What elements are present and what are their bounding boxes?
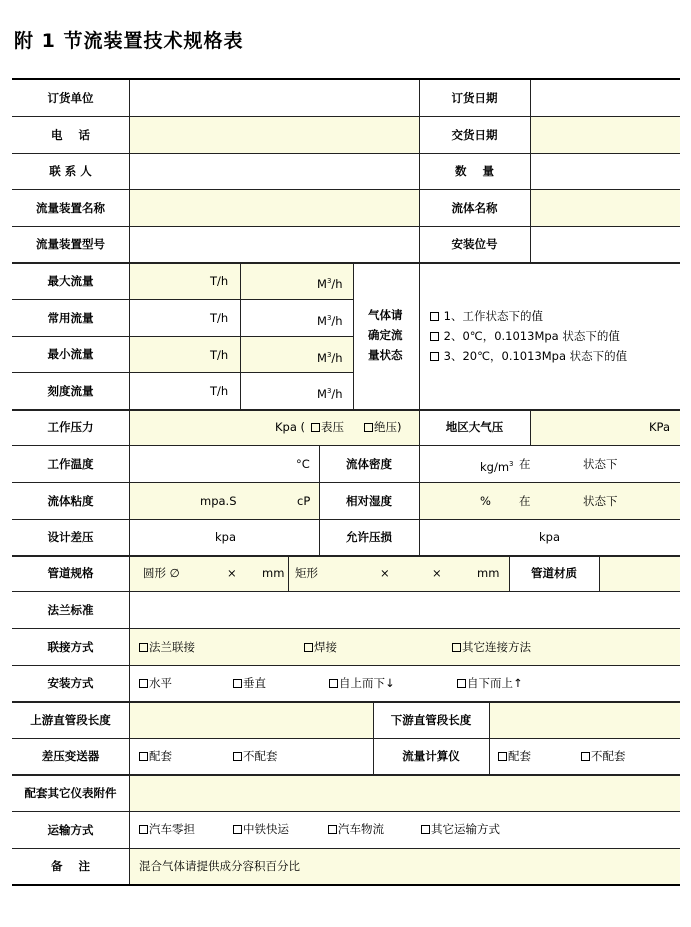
page-title: 附 1 节流装置技术规格表	[14, 30, 244, 52]
device-name-field[interactable]	[129, 189, 419, 226]
density-unit: $kg/m^3$	[480, 459, 514, 474]
pipe-rect-label: 矩形	[295, 566, 318, 580]
upstream-length-field[interactable]	[129, 701, 373, 738]
label-gas-state-2: 确定流	[368, 328, 403, 342]
checkbox-icon[interactable]	[233, 752, 242, 761]
checkbox-icon[interactable]	[139, 752, 148, 761]
label-install-position: 安装位号	[451, 237, 498, 251]
label-fluid-name: 流体名称	[451, 200, 498, 215]
downstream-length-field[interactable]	[489, 701, 680, 738]
humidity-state: 状态下	[583, 494, 618, 508]
absolute-pressure-option[interactable]: 绝压)	[364, 420, 402, 434]
checkbox-icon[interactable]	[329, 679, 338, 688]
loss-unit: kpa	[539, 530, 561, 544]
label-quantity: 数 量	[454, 164, 494, 178]
pipe-material-field[interactable]	[599, 555, 680, 591]
checkbox-icon[interactable]	[581, 752, 590, 761]
label-remarks: 备 注	[50, 859, 90, 873]
label-order-unit: 订货单位	[47, 91, 94, 105]
label-phone: 电 话	[50, 127, 90, 142]
label-accessories: 配套其它仪表附件	[24, 785, 117, 800]
pipe-times: ×	[227, 566, 237, 580]
label-install-method: 安装方式	[47, 676, 94, 690]
dp-option-without[interactable]: 不配套	[233, 749, 278, 763]
connection-option-flange[interactable]: 法兰联接	[139, 640, 195, 654]
transport-option-other[interactable]: 其它运输方式	[421, 822, 500, 836]
remarks-value: 混合气体请提供成分容积百分比	[139, 859, 300, 873]
label-upstream-length: 上游直管段长度	[30, 712, 111, 727]
density-state: 状态下	[583, 457, 618, 471]
label-pipe-material: 管道材质	[531, 566, 577, 580]
label-scale-flow: 刻度流量	[47, 383, 94, 398]
transport-option-truck-logistics[interactable]: 汽车物流	[328, 822, 384, 836]
checkbox-icon[interactable]	[421, 825, 430, 834]
pipe-times: ×	[380, 566, 390, 580]
checkbox-icon[interactable]	[139, 643, 148, 652]
checkbox-icon[interactable]	[139, 825, 148, 834]
install-option-vertical[interactable]: 垂直	[233, 676, 266, 690]
unit-m3h: $M^3/h$	[317, 313, 343, 328]
transport-option-rail-express[interactable]: 中铁快运	[233, 822, 289, 836]
gas-option-3[interactable]: 3、20℃，0.1013Mpa 状态下的值	[430, 349, 627, 363]
label-flange-std: 法兰标准	[47, 602, 94, 617]
label-work-temp: 工作温度	[47, 456, 94, 471]
label-normal-flow: 常用流量	[47, 310, 94, 325]
phone-field[interactable]	[129, 116, 419, 153]
unit-m3h: $M^3/h$	[317, 276, 343, 291]
fc-option-without[interactable]: 不配套	[581, 749, 626, 763]
checkbox-icon[interactable]	[233, 825, 242, 834]
humidity-at: 在	[519, 494, 531, 508]
label-allowed-loss: 允许压损	[346, 530, 392, 544]
checkbox-icon[interactable]	[139, 679, 148, 688]
pipe-mm: mm	[477, 566, 500, 580]
checkbox-icon[interactable]	[328, 825, 337, 834]
label-fluid-viscosity: 流体粘度	[47, 493, 94, 508]
label-flow-computer: 流量计算仪	[402, 749, 460, 763]
viscosity-unit-mpas: mpa.S	[200, 494, 237, 508]
gas-option-1[interactable]: 1、工作状态下的值	[430, 309, 543, 323]
humidity-percent: %	[480, 494, 491, 508]
connection-option-other[interactable]: 其它连接方法	[452, 640, 531, 654]
celsius-unit: °C	[296, 457, 310, 471]
install-option-bottom-up[interactable]: 自下而上↑	[457, 676, 523, 690]
unit-m3h: $M^3/h$	[317, 386, 343, 401]
spec-form	[12, 78, 680, 886]
humidity-field[interactable]	[419, 482, 680, 519]
checkbox-icon[interactable]	[430, 332, 439, 341]
pipe-spec-field[interactable]	[129, 555, 509, 591]
unit-th: T/h	[210, 384, 229, 398]
checkbox-icon[interactable]	[311, 423, 320, 432]
checkbox-icon[interactable]	[364, 423, 373, 432]
pipe-round-label: 圆形 ∅	[143, 566, 180, 580]
gauge-pressure-option[interactable]: 表压	[311, 420, 344, 434]
density-at: 在	[519, 457, 531, 471]
pipe-times: ×	[432, 566, 442, 580]
label-gas-state-1: 气体请	[368, 308, 403, 322]
label-contact: 联 系 人	[49, 164, 92, 178]
checkbox-icon[interactable]	[457, 679, 466, 688]
unit-th: T/h	[210, 348, 229, 362]
connection-option-weld[interactable]: 焊接	[304, 640, 337, 654]
label-max-flow: 最大流量	[47, 273, 94, 288]
viscosity-unit-cp: cP	[297, 494, 311, 508]
label-device-name: 流量装置名称	[36, 200, 105, 215]
label-dp-transmitter: 差压变送器	[41, 749, 100, 763]
label-design-dp: 设计差压	[47, 530, 94, 544]
label-fluid-density: 流体密度	[346, 456, 392, 471]
label-delivery-date: 交货日期	[451, 127, 498, 142]
install-option-horizontal[interactable]: 水平	[139, 676, 172, 690]
label-work-pressure: 工作压力	[47, 420, 94, 434]
pressure-unit-open: Kpa (	[275, 420, 306, 434]
label-gas-state-3: 量状态	[368, 348, 403, 362]
install-option-top-down[interactable]: 自上而下↓	[329, 676, 395, 690]
checkbox-icon[interactable]	[233, 679, 242, 688]
delivery-date-field[interactable]	[530, 116, 680, 153]
checkbox-icon[interactable]	[498, 752, 507, 761]
label-downstream-length: 下游直管段长度	[390, 712, 472, 727]
label-pipe-spec: 管道规格	[47, 566, 94, 580]
connection-field[interactable]	[129, 628, 680, 665]
label-min-flow: 最小流量	[47, 347, 94, 361]
label-local-atm: 地区大气压	[445, 420, 504, 434]
label-device-model: 流量装置型号	[36, 237, 105, 251]
label-order-date: 订货日期	[451, 91, 498, 105]
atm-unit: KPa	[649, 420, 671, 434]
pipe-mm: mm	[262, 566, 285, 580]
checkbox-icon[interactable]	[452, 643, 461, 652]
fc-option-with[interactable]: 配套	[498, 749, 531, 763]
fluid-name-field[interactable]	[530, 189, 680, 226]
checkbox-icon[interactable]	[430, 352, 439, 361]
accessories-field[interactable]	[129, 774, 680, 811]
checkbox-icon[interactable]	[430, 312, 439, 321]
gas-option-2[interactable]: 2、0℃，0.1013Mpa 状态下的值	[430, 329, 620, 343]
transport-option-truck-ltl[interactable]: 汽车零担	[139, 822, 195, 836]
label-transport: 运输方式	[47, 822, 94, 837]
checkbox-icon[interactable]	[304, 643, 313, 652]
label-relative-humidity: 相对湿度	[346, 493, 392, 508]
unit-m3h: $M^3/h$	[317, 350, 343, 365]
dp-unit: kpa	[215, 530, 237, 544]
unit-th: T/h	[210, 311, 229, 325]
label-connection: 联接方式	[47, 639, 94, 654]
unit-th: T/h	[210, 274, 229, 288]
dp-option-with[interactable]: 配套	[139, 749, 172, 763]
